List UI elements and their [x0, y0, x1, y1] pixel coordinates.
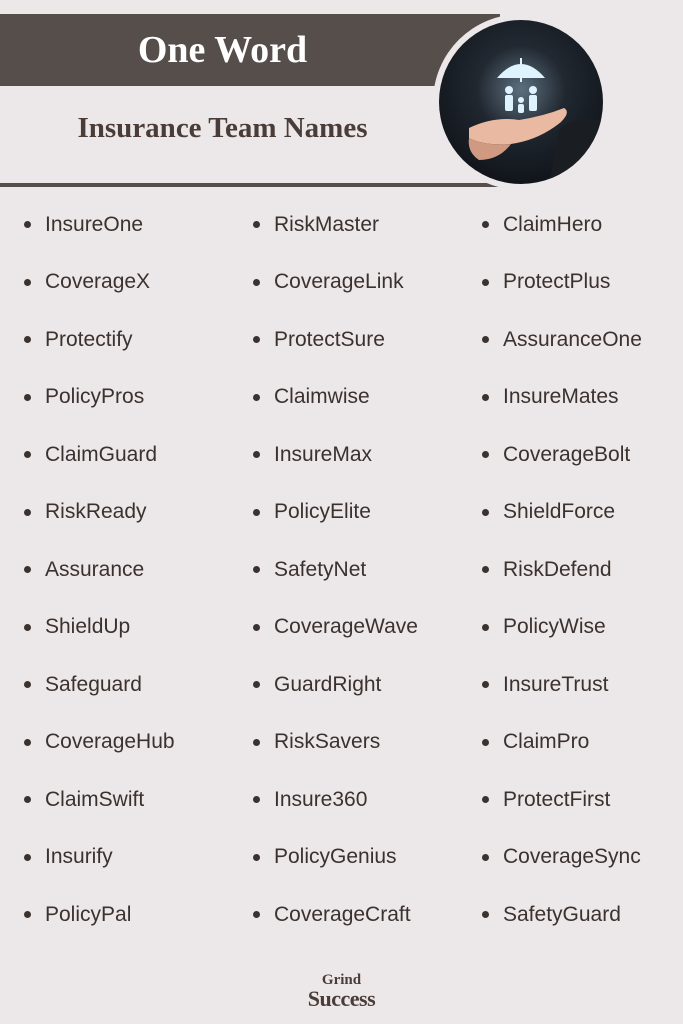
list-item: CoverageBolt	[482, 426, 642, 484]
name-column-2	[253, 196, 418, 944]
bullet-icon	[482, 221, 489, 228]
list-item: Assurance	[24, 541, 175, 599]
umbrella-family-hand-icon	[439, 20, 603, 184]
list-item: ProtectFirst	[482, 771, 642, 829]
list-item: InsureMates	[482, 369, 642, 427]
list-item: Safeguard	[24, 656, 175, 714]
bullet-icon	[253, 394, 260, 401]
brand-line-1: Grind	[321, 972, 362, 988]
bullet-icon	[482, 509, 489, 516]
bullet-icon	[253, 509, 260, 516]
list-item: Insurify	[24, 829, 175, 887]
bullet-icon	[24, 624, 31, 631]
bullet-icon	[482, 336, 489, 343]
list-item: PolicyPal	[24, 886, 175, 944]
list-item: AssuranceOne	[482, 311, 642, 369]
bullet-icon	[253, 681, 260, 688]
list-item: CoverageWave	[253, 599, 418, 657]
bullet-icon	[24, 221, 31, 228]
bullet-icon	[482, 854, 489, 861]
bullet-icon	[253, 451, 260, 458]
list-item: RiskSavers	[253, 714, 418, 772]
list-item: Insure360	[253, 771, 418, 829]
bullet-icon	[24, 566, 31, 573]
list-item: InsureTrust	[482, 656, 642, 714]
list-item: PolicyWise	[482, 599, 642, 657]
bullet-icon	[24, 509, 31, 516]
bullet-icon	[482, 911, 489, 918]
list-item: InsureMax	[253, 426, 418, 484]
page-subtitle: Insurance Team Names	[77, 112, 368, 144]
bullet-icon	[482, 394, 489, 401]
bullet-icon	[253, 336, 260, 343]
list-item: SafetyGuard	[482, 886, 642, 944]
bullet-icon	[482, 739, 489, 746]
bullet-icon	[253, 279, 260, 286]
bullet-icon	[253, 624, 260, 631]
bullet-icon	[253, 566, 260, 573]
list-item: CoverageHub	[24, 714, 175, 772]
list-item: CoverageSync	[482, 829, 642, 887]
team-names-list	[0, 196, 683, 946]
list-item: RiskMaster	[253, 196, 418, 254]
list-item: RiskReady	[24, 484, 175, 542]
bullet-icon	[24, 854, 31, 861]
list-item: ClaimGuard	[24, 426, 175, 484]
header-divider	[0, 183, 500, 187]
bullet-icon	[482, 566, 489, 573]
list-item: ClaimHero	[482, 196, 642, 254]
list-item: ShieldForce	[482, 484, 642, 542]
bullet-icon	[24, 451, 31, 458]
bullet-icon	[24, 279, 31, 286]
bullet-icon	[482, 279, 489, 286]
list-item: ClaimPro	[482, 714, 642, 772]
list-item: CoverageLink	[253, 254, 418, 312]
list-item: CoverageX	[24, 254, 175, 312]
bullet-icon	[253, 911, 260, 918]
list-item: Protectify	[24, 311, 175, 369]
list-item: InsureOne	[24, 196, 175, 254]
list-item: CoverageCraft	[253, 886, 418, 944]
page-title: One Word	[137, 29, 308, 71]
header-photo-frame	[433, 14, 609, 190]
list-item: Claimwise	[253, 369, 418, 427]
bullet-icon	[24, 336, 31, 343]
bullet-icon	[253, 221, 260, 228]
bullet-icon	[482, 681, 489, 688]
brand-logo	[0, 972, 683, 1010]
bullet-icon	[482, 796, 489, 803]
list-item: SafetyNet	[253, 541, 418, 599]
bullet-icon	[253, 739, 260, 746]
brand-line-2: Success	[307, 986, 376, 1011]
bullet-icon	[24, 796, 31, 803]
bullet-icon	[24, 911, 31, 918]
name-column-1	[24, 196, 175, 944]
list-item: ShieldUp	[24, 599, 175, 657]
bullet-icon	[253, 854, 260, 861]
bullet-icon	[24, 681, 31, 688]
bullet-icon	[253, 796, 260, 803]
list-item: PolicyPros	[24, 369, 175, 427]
list-item: PolicyGenius	[253, 829, 418, 887]
bullet-icon	[482, 624, 489, 631]
list-item: ProtectPlus	[482, 254, 642, 312]
bullet-icon	[24, 739, 31, 746]
list-item: ClaimSwift	[24, 771, 175, 829]
bullet-icon	[24, 394, 31, 401]
name-column-3	[482, 196, 642, 944]
list-item: PolicyElite	[253, 484, 418, 542]
bullet-icon	[482, 451, 489, 458]
list-item: RiskDefend	[482, 541, 642, 599]
list-item: ProtectSure	[253, 311, 418, 369]
list-item: GuardRight	[253, 656, 418, 714]
